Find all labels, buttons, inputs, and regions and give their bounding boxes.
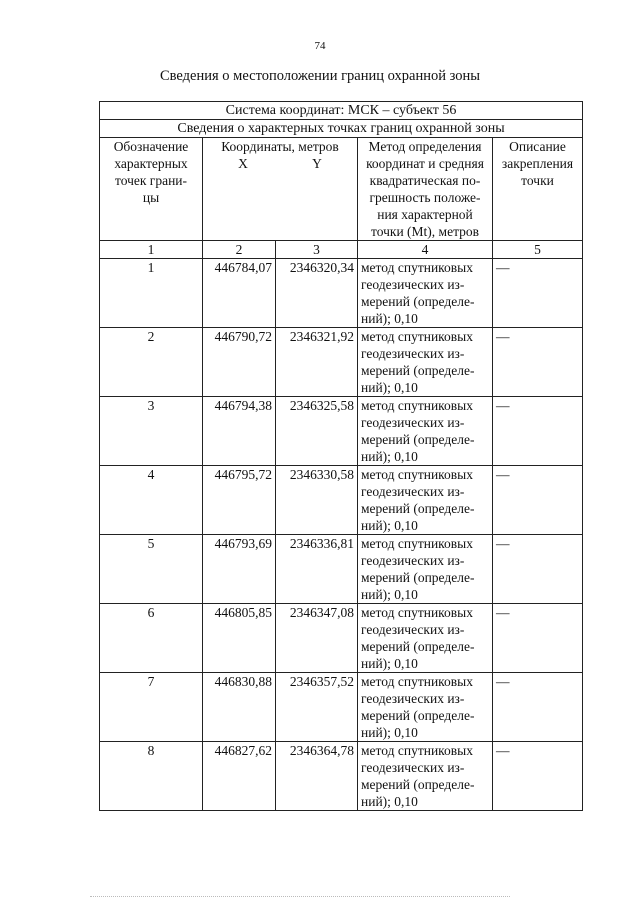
x-coordinate-cell: 446784,07 [203,259,276,328]
header-method [358,138,493,241]
header-line: точки [521,173,554,188]
y-coordinate-cell: 2346321,92 [276,328,358,397]
header-line: Обозначение [113,139,189,154]
method-line: геодезических из- [361,553,465,568]
method-line: геодезических из- [361,415,465,430]
table-row [100,673,583,742]
header-line: ния характерной [377,207,473,222]
header-line: характерных [114,156,188,171]
page-number: 74 [314,40,326,52]
header-x: X [238,156,248,171]
method-line: мерений (определе- [361,777,475,792]
method-cell [358,535,493,604]
table-subtitle-row [100,120,583,138]
coordinate-system-row [100,102,583,120]
method-line: мерений (определе- [361,294,475,309]
y-coordinate-cell: 2346364,78 [276,742,358,811]
method-line: ний); 0,10 [361,380,418,395]
header-row [100,138,583,241]
header-line: координат и средняя [366,156,484,171]
method-line: ний); 0,10 [361,449,418,464]
x-coordinate-cell: 446795,72 [203,466,276,535]
description-cell: — [493,466,583,535]
header-line: квадратическая по- [369,173,481,188]
method-line: геодезических из- [361,760,465,775]
point-number-cell: 7 [100,673,203,742]
description-cell: — [493,535,583,604]
table-subtitle: Сведения о характерных точках границ охранной зоны [100,120,583,138]
table-row [100,328,583,397]
table-row [100,604,583,673]
method-line: ний); 0,10 [361,794,418,809]
boundary-points-table [99,101,583,811]
table-row [100,535,583,604]
method-line: ний); 0,10 [361,587,418,602]
table-row [100,742,583,811]
method-line: ний); 0,10 [361,725,418,740]
method-line: ний); 0,10 [361,311,418,326]
header-line: точек грани- [114,173,188,188]
method-line: мерений (определе- [361,501,475,516]
method-line: метод спутниковых [361,467,473,482]
method-cell [358,604,493,673]
point-number-cell: 4 [100,466,203,535]
method-line: метод спутниковых [361,398,473,413]
method-line: мерений (определе- [361,639,475,654]
header-line: грешность положе- [369,190,481,205]
method-line: геодезических из- [361,484,465,499]
method-line: геодезических из- [361,622,465,637]
document-title: Сведения о местоположении границ охранной зоны [159,68,480,84]
method-line: метод спутниковых [361,536,473,551]
method-line: мерений (определе- [361,570,475,585]
scan-artifact-line [90,896,510,899]
method-line: мерений (определе- [361,432,475,447]
x-coordinate-cell: 446827,62 [203,742,276,811]
description-cell: — [493,673,583,742]
method-line: геодезических из- [361,277,465,292]
method-cell [358,259,493,328]
column-number: 5 [493,241,583,259]
y-coordinate-cell: 2346320,34 [276,259,358,328]
method-cell [358,673,493,742]
header-coordinates [203,138,358,241]
header-line: закрепления [501,156,574,171]
method-cell [358,466,493,535]
coordinate-system-label: Система координат: МСК – субъект 56 [100,102,583,120]
y-coordinate-cell: 2346347,08 [276,604,358,673]
column-number: 4 [358,241,493,259]
description-cell: — [493,604,583,673]
table-row [100,466,583,535]
table-row [100,259,583,328]
description-cell: — [493,397,583,466]
header-description [493,138,583,241]
method-line: геодезических из- [361,346,465,361]
method-cell [358,742,493,811]
header-line: точки (Mt), метров [370,224,480,239]
column-numbers-row [100,241,583,259]
table-row [100,397,583,466]
method-line: метод спутниковых [361,743,473,758]
x-coordinate-cell: 446794,38 [203,397,276,466]
header-point-designation [100,138,203,241]
point-number-cell: 8 [100,742,203,811]
header-line: цы [142,190,160,205]
method-line: ний); 0,10 [361,518,418,533]
description-cell: — [493,742,583,811]
y-coordinate-cell: 2346330,58 [276,466,358,535]
y-coordinate-cell: 2346325,58 [276,397,358,466]
point-number-cell: 2 [100,328,203,397]
method-line: метод спутниковых [361,605,473,620]
method-line: метод спутниковых [361,674,473,689]
header-line: Описание [509,139,566,154]
header-coordinates-label: Координаты, метров [221,139,339,154]
x-coordinate-cell: 446805,85 [203,604,276,673]
column-number: 3 [276,241,358,259]
description-cell: — [493,259,583,328]
method-cell [358,397,493,466]
point-number-cell: 3 [100,397,203,466]
method-line: геодезических из- [361,691,465,706]
x-coordinate-cell: 446790,72 [203,328,276,397]
y-coordinate-cell: 2346357,52 [276,673,358,742]
x-coordinate-cell: 446830,88 [203,673,276,742]
point-number-cell: 5 [100,535,203,604]
header-y: Y [312,156,322,171]
point-number-cell: 6 [100,604,203,673]
method-line: метод спутниковых [361,260,473,275]
method-line: мерений (определе- [361,708,475,723]
column-number: 1 [100,241,203,259]
x-coordinate-cell: 446793,69 [203,535,276,604]
method-line: метод спутниковых [361,329,473,344]
column-number: 2 [203,241,276,259]
y-coordinate-cell: 2346336,81 [276,535,358,604]
method-cell [358,328,493,397]
method-line: ний); 0,10 [361,656,418,671]
point-number-cell: 1 [100,259,203,328]
header-line: Метод определения [368,139,482,154]
method-line: мерений (определе- [361,363,475,378]
description-cell: — [493,328,583,397]
